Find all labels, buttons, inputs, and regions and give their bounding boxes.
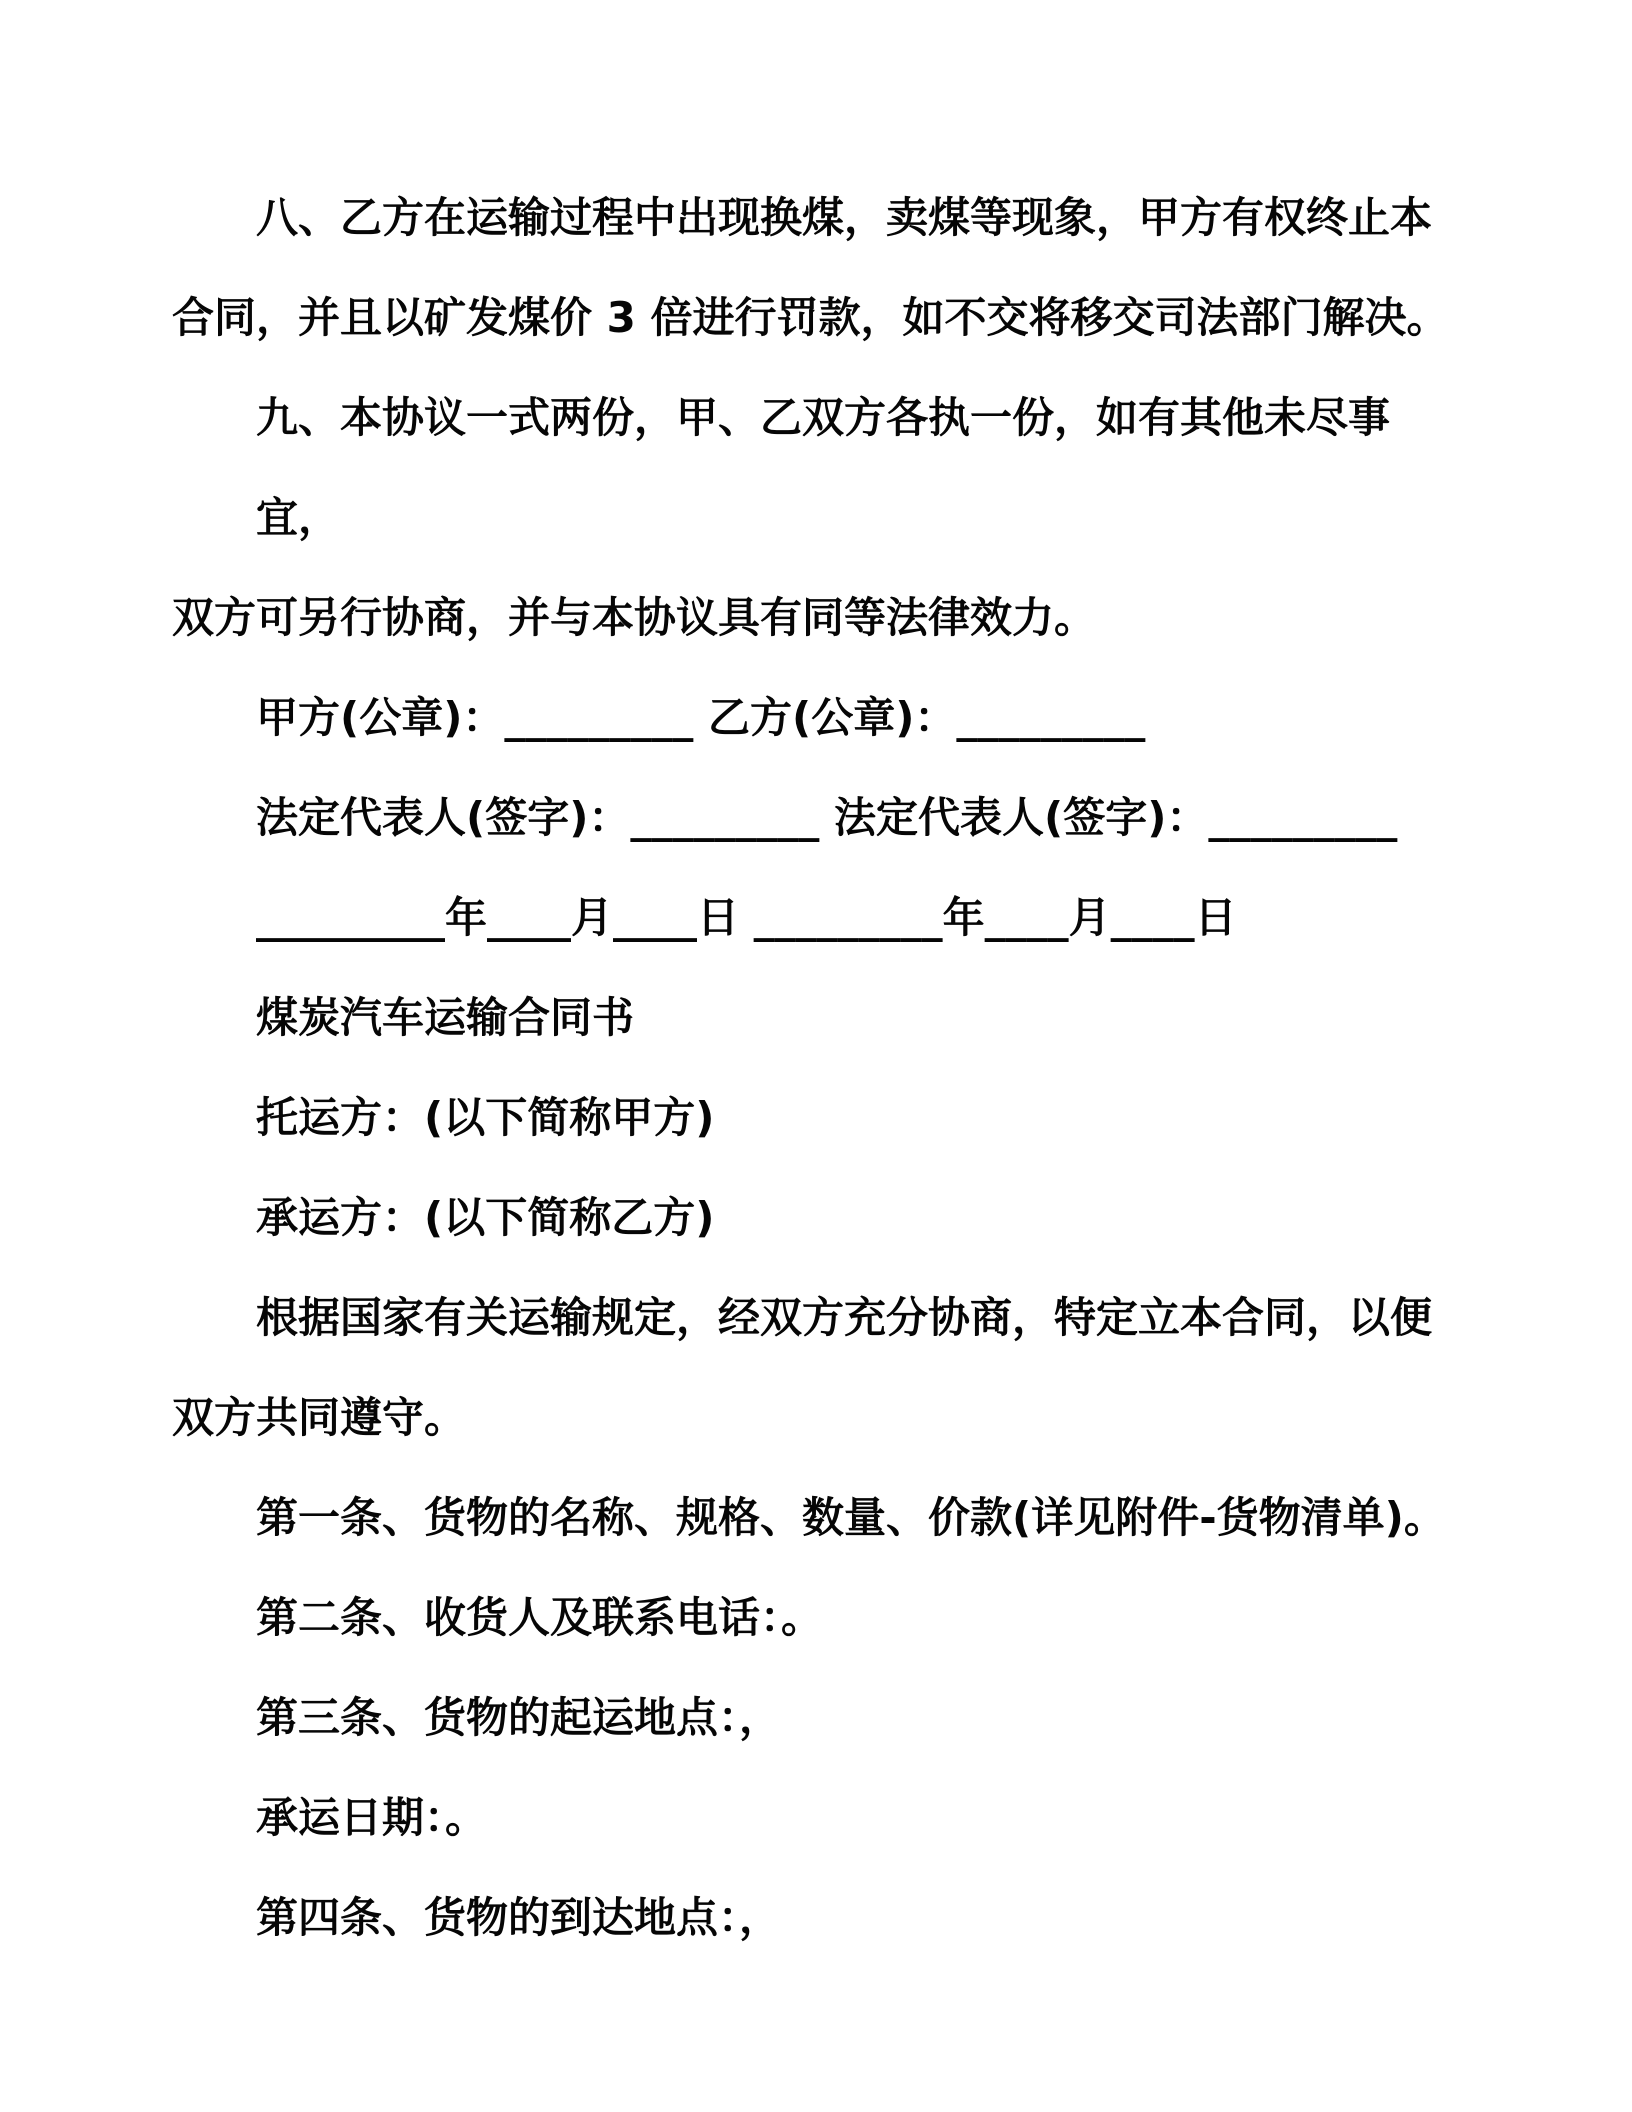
- contract-line: _________年____月____日 _________年____月____日: [256, 893, 1237, 942]
- document-body: [172, 168, 1472, 1968]
- contract-line: 煤炭汽车运输合同书: [256, 993, 635, 1042]
- contract-line: 第三条、货物的起运地点：，: [256, 1693, 782, 1742]
- contract-line: 双方可另行协商，并与本协议具有同等法律效力。: [172, 593, 1097, 642]
- contract-line: 合同，并且以矿发煤价 3 倍进行罚款，如不交将移交司法部门解决。: [172, 293, 1449, 342]
- contract-line: 根据国家有关运输规定，经双方充分协商，特定立本合同，以便: [256, 1293, 1433, 1342]
- contract-line: 八、乙方在运输过程中出现换煤，卖煤等现象，甲方有权终止本: [256, 193, 1433, 242]
- contract-line: 九、本协议一式两份，甲、乙双方各执一份，如有其他未尽事宜，: [256, 393, 1391, 542]
- contract-line: 第二条、收货人及联系电话：。: [256, 1593, 824, 1642]
- contract-line: 法定代表人(签字)：_________ 法定代表人(签字)：_________: [256, 793, 1398, 842]
- contract-line: 托运方：(以下简称甲方): [256, 1093, 715, 1142]
- contract-line: 承运方：(以下简称乙方): [256, 1193, 715, 1242]
- contract-line: 甲方(公章)：_________ 乙方(公章)：_________: [256, 693, 1146, 742]
- contract-line: 承运日期：。: [256, 1793, 488, 1842]
- contract-line: 第一条、货物的名称、规格、数量、价款(详见附件-货物清单)。: [256, 1493, 1446, 1542]
- contract-line: 双方共同遵守。: [172, 1393, 467, 1442]
- contract-line: 第四条、货物的到达地点：，: [256, 1893, 782, 1942]
